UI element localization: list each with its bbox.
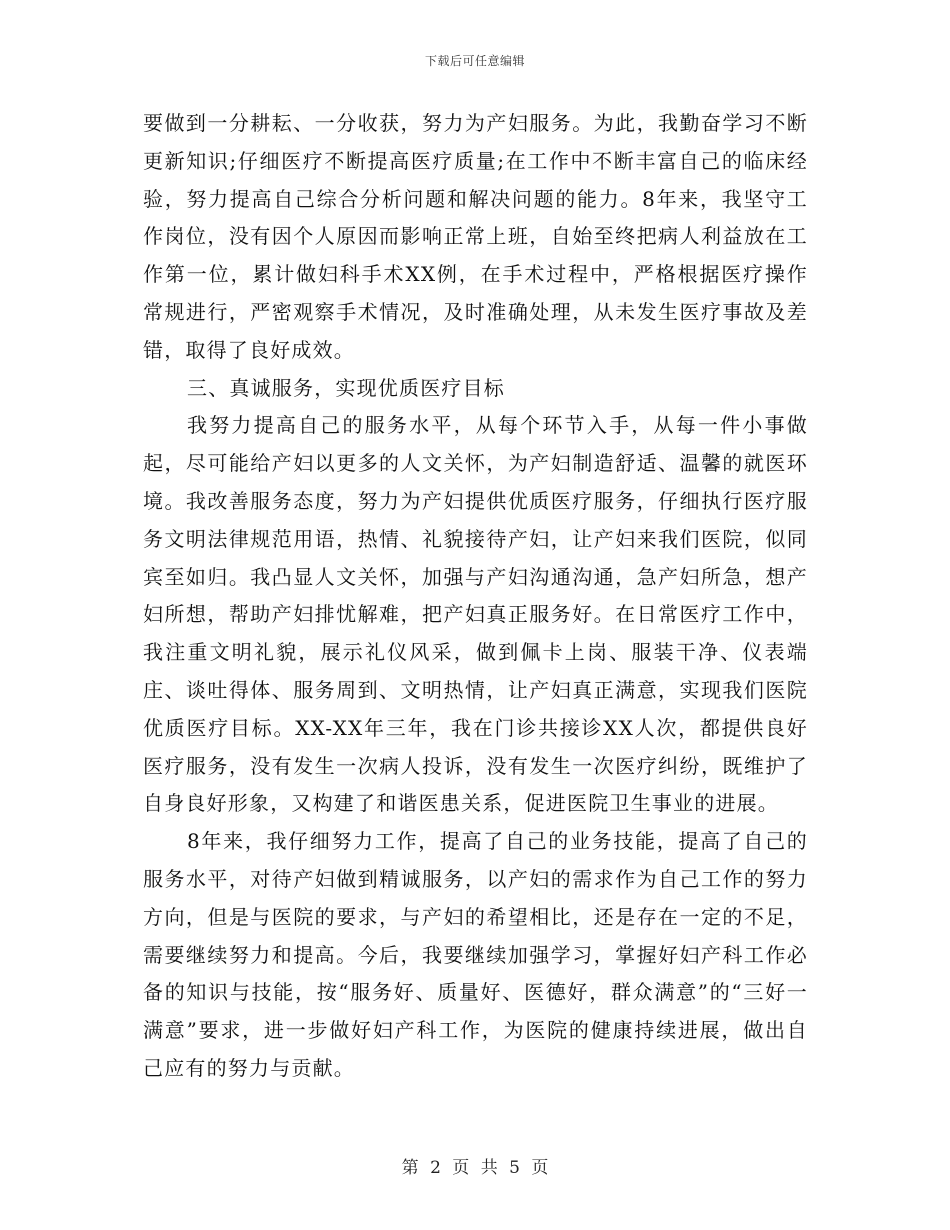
page-header: 下载后可任意编辑: [424, 54, 525, 68]
paragraph-service: 我努力提高自己的服务水平，从每个环节入手，从每一件小事做起，尽可能给产妇以更多的人文关怀，为产妇制造舒适、温馨的就医环境。我改善服务态度，努力为产妇提供优质医疗服务，仔细执行医疗服务文明法律规范用语，热情、礼貌接待产妇，让产妇来我们医院，似同宾至如归。我凸显人文关怀，加强与产妇沟通沟通，急产妇所急，想产妇所想，帮助产妇排忧解难，把产妇真正服务好。在日常医疗工作中，我注重文明礼貌，展示礼仪风采，做到佩卡上岗、服装干净、仪表端庄、谈吐得体、服务周到、文明热情，让产妇真正满意，实现我们医院优质医疗目标。XX-XX年三年，我在门诊共接诊XX人次，都提供良好医疗服务，没有发生一次病人投诉，没有发生一次医疗纠纷，既维护了自身良好形象，又构建了和谐医患关系，促进医院卫生事业的进展。: [143, 413, 808, 816]
paragraph-continuation: 要做到一分耕耘、一分收获，努力为产妇服务。为此，我勤奋学习不断更新知识;仔细医疗不断提高医疗质量;在工作中不断丰富自己的临床经验，努力提高自己综合分析问题和解决问题的能力。8年来，我坚守工作岗位，没有因个人原因而影响正常上班，自始至终把病人利益放在工作第一位，累计做妇科手术XX例，在手术过程中，严格根据医疗操作常规进行，严密观察手术情况，及时准确处理，从未发生医疗事故及差错，取得了良好成效。: [143, 111, 808, 362]
section-heading: 三、真诚服务，实现优质医疗目标: [187, 375, 505, 400]
document-body: [143, 105, 808, 1088]
page-footer: 第 2 页 共 5 页: [401, 1158, 549, 1178]
paragraph-summary: 8年来，我仔细努力工作，提高了自己的业务技能，提高了自己的服务水平，对待产妇做到精诚服务，以产妇的需求作为自己工作的努力方向，但是与医院的要求，与产妇的希望相比，还是存在一定的不足，需要继续努力和提高。今后，我要继续加强学习，掌握好妇产科工作必备的知识与技能，按“服务好、质量好、医德好，群众满意”的“三好一满意”要求，进一步做好妇产科工作，为医院的健康持续进展，做出自己应有的努力与贡献。: [143, 829, 808, 1080]
